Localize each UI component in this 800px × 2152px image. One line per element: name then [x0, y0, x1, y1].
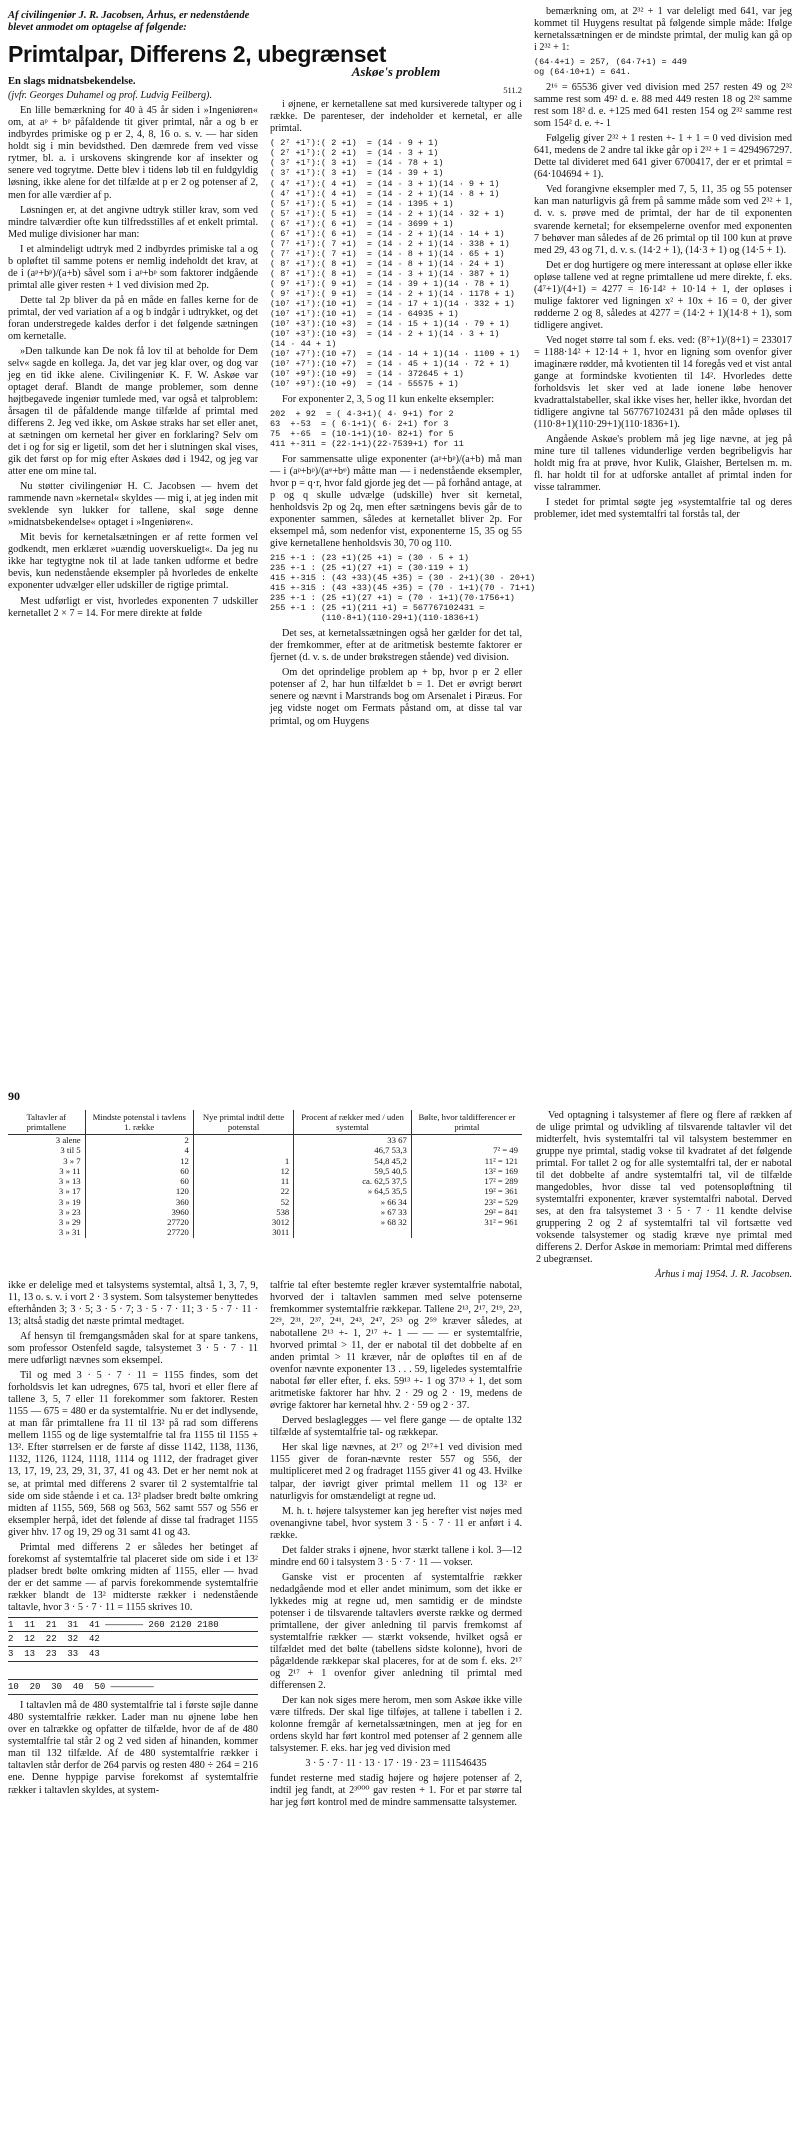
table-cell: 2 [85, 1135, 193, 1146]
table-cell: 1 [193, 1156, 293, 1166]
number-table-row: 3 13 23 33 43 [8, 1646, 258, 1660]
table-cell: 3 » 23 [8, 1207, 85, 1217]
table-cell: 3 » 11 [8, 1166, 85, 1176]
table-cell: 52 [193, 1197, 293, 1207]
table-cell: 60 [85, 1166, 193, 1176]
table-row [8, 1197, 522, 1207]
table-cell: 3011 [193, 1227, 293, 1237]
paragraph: For sammensatte ulige exponenter (aᵖ+bᵖ)/(a+b) må man — i (aᵖ+bᵖ)/(aᵠ+bᵠ) måtte man — i nedenstående eksempler, hvor p = q·r, hvor fald gjorde jeg det — på forhånd antage, at p og q skulle udvælge (udskille) hver sit kernetal, henholdsvis 2p og 2q, men efter sætningens bevis går de to exponenter sammen, således at kernetallet bliver 2p. For eksempel må, som nedenfor vist, exponenterne 15, 35 og 55 give kernetallene henholdsvis 30, 70 og 110. [270, 453, 522, 550]
table-header: Bølte, hvor taldifferencer er primtal [411, 1110, 522, 1135]
table-cell: 19² = 361 [484, 1186, 518, 1197]
paragraph: Dette tal 2p bliver da på en måde en falles kerne for de primtal, der ved variation af a og b indgår i udtrykket, og det foran understregede kaldes derfor i det følgende sætningen om kernetalle. [8, 294, 258, 342]
table-cell [411, 1135, 522, 1146]
table-cell [411, 1227, 522, 1237]
paragraph: talfrie tal efter bestemte regler kræver systemtalfrie nabotal, hvorved der i taltavlen sammen med selve potenserne fremkommer systemtalfrie rækkepar. Tallene 2¹³, 2¹⁷, 2¹⁹, 2²³, 2²⁹, 2³¹, 2³⁷, 2⁴¹, 2⁴³, 2⁴⁷, 2⁵³ og 2⁵⁹ kræver således, at nabotallene 2¹³ +- 1, 2¹⁷ +- 1 — — — er systemtalfrie, hvorved primtal > 11, der er nabotal til det dobbelte af en anden primtal > 11 kræver, når de opløftes til en af de ovenfor nævnte exponenter 13 . . . 59, ligeledes systemtalfrie nabotal før eller efter, f. eks. 59¹³ +- 1 og 37¹³ + 1, det som aritmetiske faktorer har hhv. 2 · 29 og 2 · 19, medens de øvrige faktorer har kernetal hhv. 2 · 59 og 2 · 37. [270, 1280, 522, 1412]
paragraph: bemærkning om, at 2³² + 1 var deleligt med 641, var jeg kommet til Huygens resultat på følgende simple måde: Ifølge kernetalssætningen er de mindste primtal, der mulig kan gå op i 2³² + 1: [534, 6, 792, 54]
table-row [8, 1176, 522, 1186]
table-cell: 27720 [85, 1227, 193, 1237]
paragraph: Der kan nok siges mere herom, men som Askøe ikke ville være tilfreds. Der skal lige tilføjes, at tallene i tabellen i 2. kolonne fremgår af kernetalssætningen, men at jeg for en ordens skyld har ført kontrol med potenser af 2 gennem alle talsystemer. F. eks. har jeg ved division med [270, 1695, 522, 1755]
section-heading: En slags midnatsbekendelse. [8, 75, 136, 87]
classification-number: 511.2 [503, 85, 522, 96]
table-row [8, 1227, 522, 1237]
paragraph: M. h. t. højere talsystemer kan jeg herefter vist nøjes med ovenangivne tabel, hvor system 3 · 5 · 7 · 11 er anført i 4. række. [270, 1505, 522, 1541]
table-cell: 17² = 289 [484, 1176, 518, 1187]
paragraph: I taltavlen må de 480 systemtalfrie tal i første søjle danne 480 systemtalfrie rækker. Lader man nu øjnene løbe hen over en talrække og opfatter de tilfælde, hvor de af de 480 systemtalfrie tal står 2 og 2 ved siden af hinanden, kommer man til 132 tilfælde. Af de 480 systemtalfrie rækker i taltavlen står derfor de 264 parvis og resten 480 ÷ 264 = 216 ene. Denne hyppige parvise forekomst af systemtalfrie rækker i taltavlen skyldes, at system- [8, 1700, 258, 1796]
table-cell: 59,5 40,5 [294, 1166, 412, 1176]
bottom-column-1 [8, 1280, 258, 1800]
table-cell: 12 [193, 1166, 293, 1176]
paragraph: Det er dog hurtigere og mere interessant at opløse eller ikke opløse tallene ved at regne primtallene ud mere direkte, f. eks. (4⁷+1)/(4+1) = 4277 = 16·14² + 10·14 + 1, der opløses i mulige faktorer ved ligningen x² + 10x + 16 = 0, der giver rødderne 2 og 8, således at 4277 = (14·2 + 1)(14·8 + 1), som tidligere angivet. [534, 259, 792, 331]
paragraph: Her skal lige nævnes, at 2¹⁷ og 2¹⁷+1 ved division med 1155 giver de foran-nævnte rester 557 og 556, der multipliceret med 2 og fradraget 1155 giver 41 og 43. Hvilke talpar, der iøvrigt giver primtal mellem 11 og 13² er naturligvis for omstændeligt at regne ud. [270, 1442, 522, 1502]
equation-block: 215 +-1 : (23 +1)(25 +1) = (30 · 5 + 1) 235 +-1 : (25 +1)(27 +1) = (30·119 + 1) 415 +-315 : (43 +33)(45 +35) = (30 · 2+1)(30 · 20+1) 415 +-315 : (43 +33)(45 +35) = (70 · 1+1)(70 · 71+1) 235 +-1 : (25 +1)(27 +1) = (70 · 1+1)(70·1756+1) 255 +-1 : (25 +1)(211 +1) = 567767102431 = (110·8+1)(110·29+1)(110·1836+1) [270, 553, 536, 624]
table-header: Procent af rækker med / uden systemtal [294, 1110, 412, 1135]
formula: 3 · 5 · 7 · 11 · 13 · 17 · 19 · 23 = 111546435 [305, 1758, 487, 1770]
table-cell: 120 [85, 1186, 193, 1196]
article-intro: Af civilingeniør J. R. Jacobsen, Århus, er nedenstående blevet anmodet om optagelse af følgende: [8, 10, 250, 34]
table-header: Nye primtal indtil dette potenstal [193, 1110, 293, 1135]
table-cell: 3 » 17 [8, 1186, 85, 1196]
bottom-section [8, 1110, 792, 2150]
article-subtitle: Askøe's problem [351, 64, 441, 79]
table-row [8, 1156, 522, 1166]
table-cell: 11 [193, 1176, 293, 1186]
table-row [8, 1166, 522, 1176]
paragraph: I et almindeligt udtryk med 2 indbyrdes primiske tal a og b opløftet til samme potens er nemlig indeholdt det krav, at de i (aᵖ+bᵖ)/(a+b) såvel som i aᵖ+bᵖ som faktorer indgående primtal alle giver resten + 1 ved division med 2p. [8, 243, 258, 291]
table-cell: 3 alene [8, 1135, 85, 1146]
equation-block: (64·4+1) = 257, (64·7+1) = 449 og (64·10+1) = 641. [534, 57, 688, 78]
table-cell: 22 [193, 1186, 293, 1196]
table-row [8, 1145, 522, 1155]
paragraph: Til og med 3 · 5 · 7 · 11 = 1155 findes, som det forholdsvis let kan udregnes, 675 tal, hvori et eller flere af tallene 3, 5, 7 eller 11 forekommer som faktorer. Resten 1155 — 675 = 480 er da systemtalfrie. Nu er det indlysende, at man får primtallene fra 11 til 13² på rad som differens mellem 1155 og de lige systemtalfrie tal fra 1155 til 1155 + 13². Efter størrelsen er de første af disse 1142, 1138, 1136, 1132, 1126, 1124, 1118, 1114 og 1112, der fradraget giver 13, 17, 19, 23, 29, 31, 37, 41 og 43. Det er her nemt nok at se, at primtal med differens 2 svarer til 2 systemtalfrie tal side om side stående i et ca. 13² pladser bredt bølte omkring midten af 1155, 569, 568 og 563, 562 samt 557 og 556 er eksempler herpå, idet det følende af disse tal fradraget 1155 giver hhv. 17 og 19, 29 og 31 samt 41 og 43. [8, 1370, 258, 1538]
table-cell: 31² = 961 [484, 1217, 518, 1228]
table-header: Mindste potenstal i tavlens 1. række [85, 1110, 193, 1135]
paragraph: Følgelig giver 2³² + 1 resten +- 1 + 1 = 0 ved division med 641, medens de 2 andre tal ikke går op i 2³² + 1 = 4294967297. Dette tal divideret med 641 giver 6700417, der er et primtal = (64·104694 + 1). [534, 133, 792, 181]
paragraph: Løsningen er, at det angivne udtryk stiller krav, som ved mindre talværdier ofte kun tilfredsstilles af et enkelt primtal. Med mulige divisioner har man: [8, 204, 258, 240]
paragraph: Ved optagning i talsystemer af flere og flere af rækken af de ulige primtal og udvikling af tilsvarende taltavler vil det midterfelt, hvis systemtalfri tal vil talsystem bestemmer en gruppe nye primtal, stadig vokse til kvadratet af det følgende primtal. For tallet 2 og for alle systemtalfri tal, der er nabotal til det dobbelte af andre systemtalfri tal, vil de tilfælde mangedobles, hvor disse tal ved potensopløftning til systemtalfri exponenter, kræver systemtalfri nabotal. Derved ses, at den fra talsystemet 3 · 5 · 7 · 11 kendte delvise gruppering 2 og 2 af systemtalfri tal vil fortsætte ved voksende talsystemer og stadig kræve nye primtal med differens 2. Derfor Askøe in memoriam: Primtal med differens 2 ubegrænset. [536, 1110, 792, 1266]
paragraph: Ved noget større tal som f. eks. ved: (8⁷+1)/(8+1) = 233017 = 1188·14² + 12·14 + 1, hvor en ligning som ovenfor giver imaginære rødder, må kvotienten til 14 foregås ved et vist antal gange at formindske kvotienten til 14². Hvorledes dette forholdsvis let sker ved at lade ionene løbe henover kvadrattalstabeller, skal ikke vises her, heller ikke, hvordan det tidligere angivne tal 567767102431 på den måde opløses til (110·8+1)(110·29+1)(110·1836+1). [534, 334, 792, 430]
signoff: Århus i maj 1954. J. R. Jacobsen. [655, 1269, 792, 1281]
table-row [8, 1186, 522, 1196]
table-cell: 3 » 29 [8, 1217, 85, 1227]
paragraph: Ganske vist er procenten af systemtalfrie rækker nedadgående mod et eller andet minimum, som det ikke er lykkedes mig at regne ud, men samtidig er de mindste potenser i de tilsvarende taltavlers øverste række og dermed primtallene, der giver anledning til parvis fremkomst af systemtalfrie rækker — stærkt voksende, hvilket også er tilfældet med det bølte (tabellens sidste kolonne), hvori de pågældende rækkepar skal placeres, for at de som f. eks. 2¹⁷ og 2¹⁷ + 1 ovenfor giver anledning til primtal med differensen 2. [270, 1571, 522, 1691]
table-cell: 3 » 7 [8, 1156, 85, 1166]
top-section [8, 6, 792, 1103]
paragraph: I stedet for primtal søgte jeg »systemtalfrie tal og deres problemer, idet med systemtalfri tal forstås tal, der [534, 497, 792, 521]
page-number: 90 [8, 1088, 20, 1103]
table-cell: 538 [193, 1207, 293, 1217]
paragraph: Mit bevis for kernetalsætningen er af rette formen vel godkendt, men erklæret »uændig uoverskueligt«. Da jeg nu ikke har tegtygtne nok til at lade tanken udforme et bedre bevis, kun nedenstående eksempler på hvorledes de enkelte exponenter udvælger eller udskiller de rigtige primtal. [8, 532, 258, 592]
paragraph: Nu støtter civilingeniør H. C. Jacobsen — hvem det rammende navn »kernetal« skyldes — mig i, at jeg inden mit sveklende syn lukker for tallene, skal søge denne »midnatsbekendelse« optaget i »Ingeniøren«. [8, 481, 258, 529]
table-row [8, 1135, 522, 1146]
table-cell: 33 67 [294, 1135, 412, 1146]
table-cell: 29² = 841 [484, 1206, 518, 1217]
table-wrapper [8, 1110, 522, 1246]
paragraph: Det ses, at kernetalssætningen også her gælder for det tal, der fremkommer, efter at de aritmetisk bestemte faktorer er fjernet (d. v. s. de under brøkstregen stående) ved division. [270, 628, 522, 664]
table-cell: 3 til 5 [8, 1145, 85, 1155]
paragraph: Primtal med differens 2 er således her betinget af forekomst af systemtalfrie tal placeret side om side i et 13² pladser bredt bølte omkring midten af 1155, eller — hvad der er det samme — af parvis forekommende systemtalfrie rækker blandt de 13² midterste rækker i nedenstående taltavle, hvor 3 · 5 · 7 · 11 = 1155 skrives 10. [8, 1541, 258, 1613]
number-table-row: 2 12 22 32 42 [8, 1631, 258, 1645]
article-title: Primtalpar, Differens 2, ubegrænset [8, 40, 387, 67]
table-row [8, 1217, 522, 1227]
section-note: (jvfr. Georges Duhamel og prof. Ludvig Feilberg). [8, 90, 213, 102]
paragraph: Det falder straks i øjnene, hvor stærkt tallene i kol. 3—12 mindre end 60 i talsystem 3 · 5 · 7 · 11 — vokser. [270, 1544, 522, 1568]
table-cell: 360 [85, 1197, 193, 1207]
table-cell: » 68 32 [294, 1217, 412, 1227]
table-cell [193, 1135, 293, 1146]
table-cell: 3012 [193, 1217, 293, 1227]
paragraph: 2¹⁶ = 65536 giver ved division med 257 resten 49 og 2³² samme rest som 49² d. e. 88 med 449 resten 18 og 2³² samme rest som 18² d. e. +125 med 641 resten 154 og 2³² samme rest som 154² d. e. +- 1 [534, 82, 792, 130]
paragraph: »Den talkunde kan De nok få lov til at beholde for Dem selv« sagde en kollega. Ja, det var jeg klar over, og dog var jeg en tid ikke alene. Civilingeniør K. F. W. Askøe var optaget deraf. Blandt de mange problemer, som denne højtbegavede ingeniør tumlede med, var også et talproblem: årsagen til de påfaldende mange tilfælde af primtal med differens 2. Jeg ved ikke, om Askøe straks har set eller anet, at sætningen om kernetal her giver en forklaring? Selv om det i og for sig er ligetil, som det her i slutningen skal vises, gik det først op for mig efter Askøes død i 1942, og jeg var atter ene om mine tal. [8, 345, 258, 478]
table-cell: 3 » 31 [8, 1227, 85, 1237]
paragraph: Om det oprindelige problem ap + bp, hvor p er 2 eller potenser af 2, har hun tilfældet b = 1. Det er øvrigt berørt senere og nævnt i Marstrands bog om Arsenalet i Piræus. For jeg vidste noget om Fermats påstand om, at disse tal var primtal, og om Huygens [270, 667, 522, 727]
column-2 [270, 6, 536, 731]
table-header: Taltavler af primtallene [8, 1110, 85, 1135]
number-table-row: 1 11 21 31 41 ——————— 260 2120 2180 [8, 1617, 258, 1631]
paragraph: i øjnene, er kernetallene sat med kursiverede taltyper og i række. De parenteser, der indeholder et kernetal, er alle primtal. [270, 99, 522, 135]
table-cell: 4 [85, 1145, 193, 1155]
paragraph: fundet resterne med stadig højere og højere potenser af 2, indtil jeg fandt, at 2³⁰⁰⁰ gav resten + 1. For et par større tal har jeg ført kontrol med de mindre sammensatte talsystemer. [270, 1773, 522, 1809]
paragraph: Ved forangivne eksempler med 7, 5, 11, 35 og 55 potenser kan man naturligvis gå frem på samme måde som ved 2³² + 1, d. v. s. prøve med de primtal, der har de til exponenten svarende kernetal; for eksempelerne ovenfor med exponenten 7 behøver man således af de 26 primtal op til 100 kun at prøve med 29, 43 og 71, d. v. s. (14·2 + 1), (14·3 + 1) og (14·5 + 1). [534, 184, 792, 256]
table-cell: 54,8 45,2 [294, 1156, 412, 1166]
bottom-column-2 [270, 1280, 522, 1812]
table-cell: 3 » 13 [8, 1176, 85, 1186]
table-cell: 46,7 53,3 [294, 1145, 412, 1155]
table-row [8, 1207, 522, 1217]
paragraph: Angående Askøe's problem må jeg lige nævne, at jeg på mine ture til tallenes vidunderlige verden begribeligvis har holdt mig fra at prøve, hvor Kulik, Glaisher, Bertelsen m. m. fl. har holdt til for at udforske antallet af primtal inden for visse talrammer. [534, 434, 792, 494]
paragraph: ikke er delelige med et talsystems systemtal, altså 1, 3, 7, 9, 11, 13 o. s. v. i vort 2 · 3 system. Som talsystemer benyttedes efterhånden 3; 3 · 5; 3 · 5 · 7; 3 · 5 · 7 · 11; 3 · 5 · 7 · 11 · 13; altså stadig det næste primtal medtaget. [8, 1280, 258, 1328]
table-cell: 3960 [85, 1207, 193, 1217]
paragraph: En lille bemærkning for 40 à 45 år siden i »Ingeniøren« om, at aᵖ + bᵖ påfaldende tit giver primtal, når a og b er indbyrdes primiske og p er 2, 4, 8, 16 o. s. v. — har siden holdt sig i min bevidsthed. Den dæmrede frem ved visse rytmer, bl. a. i urskovens skingrende kor af insekter og senere ved togrytme. Dette blev i tidens løb til en fuldgyldig løsning, ikke alene for det tilfælde at p er 2 og potenser af 2, men for alle værdier af p. [8, 105, 258, 201]
table-cell: » 66 34 [294, 1197, 412, 1207]
paragraph: Af hensyn til fremgangsmåden skal for at spare tankens, som professor Ostenfeld sagde, talsystemet 3 · 5 · 7 · 11 mere udførligt nævnes som eksempel. [8, 1331, 258, 1367]
equation-block: ( 2⁷ +1⁷):( 2 +1) = (14 · 9 + 1) ( 2⁷ +1⁷):( 2 +1) = (14 · 3 + 1) ( 3⁷ +1⁷):( 3 +1) = (14 · 78 + 1) ( 3⁷ +1⁷):( 3 +1) = (14 · 39 + 1) ( 4⁷ +1⁷):( 4 +1) = (14 · 3 + 1)(14 · 9 + 1) ( 4⁷ +1⁷):( 4 +1) = (14 · 2 + 1)(14 · 8 + 1) ( 5⁷ +1⁷):( 5 +1) = (14 · 1395 + 1) ( 5⁷ +1⁷):( 5 +1) = (14 · 2 + 1)(14 · 32 + 1) ( 6⁷ +1⁷):( 6 +1) = (14 · 3699 + 1) ( 6⁷ +1⁷):( 6 +1) = (14 · 2 + 1)(14 · 14 + 1) ( 7⁷ +1⁷):( 7 +1) = (14 · 2 + 1)(14 · 338 + 1) ( 7⁷ +1⁷):( 7 +1) = (14 · 8 + 1)(14 · 65 + 1) ( 8⁷ +1⁷):( 8 +1) = (14 · 8 + 1)(14 · 24 + 1) ( 8⁷ +1⁷):( 8 +1) = (14 · 3 + 1)(14 · 387 + 1) ( 9⁷ +1⁷):( 9 +1) = (14 · 39 + 1)(14 · 78 + 1) ( 9⁷ +1⁷):( 9 +1) = (14 · 2 + 1)(14 · 1178 + 1) (10⁷ +1⁷):(10 +1) = (14 · 17 + 1)(14 · 332 + 1) (10⁷ +1⁷):(10 +1) = (14 · 64935 + 1) (10⁷ +3⁷):(10 +3) = (14 · 15 + 1)(14 · 79 + 1) (10⁷ +3⁷):(10 +3) = (14 · 2 + 1)(14 · 3 + 1) (14 · 44 + 1) (10⁷ +7⁷):(10 +7) = (14 · 14 + 1)(14 · 1109 + 1) (10⁷ +7⁷):(10 +7) = (14 · 45 + 1)(14 · 72 + 1) (10⁷ +9⁷):(10 +9) = (14 · 372645 + 1) (10⁷ +9⁷):(10 +9) = (14 · 55575 + 1) [270, 138, 520, 389]
table-cell: 60 [85, 1176, 193, 1186]
table-cell: » 64,5 35,5 [294, 1186, 412, 1196]
table-cell: 7² = 49 [493, 1145, 518, 1156]
table-cell: 3 » 19 [8, 1197, 85, 1207]
table-cell: » 67 33 [294, 1207, 412, 1217]
equation-block: 202 + 92 = ( 4·3+1)( 4· 9+1) for 2 63 +-53 = ( 6·1+1)( 6· 2+1) for 3 75 +-65 = (10·1+1)(10· 82+1) for 5 411 +-311 = (22·1+1)(22·7539+1) for 11 [270, 408, 464, 449]
table-cell: 12 [85, 1156, 193, 1166]
table-cell: 23² = 529 [484, 1196, 518, 1207]
table-cell [294, 1227, 412, 1237]
table-cell [193, 1145, 293, 1155]
column-3 [534, 6, 792, 524]
table-cell: 11² = 121 [484, 1155, 518, 1166]
paragraph: Derved beslaglegges — vel flere gange — de optalte 132 tilfælde af systemtalfrie tal- og rækkepar. [270, 1415, 522, 1439]
number-table-row [8, 1661, 258, 1678]
table-cell: ca. 62,5 37,5 [294, 1176, 412, 1186]
prime-table [8, 1110, 522, 1238]
bottom-column-3 [536, 1110, 792, 1284]
number-table-row: 10 20 30 40 50 ———————— [8, 1679, 258, 1696]
table-cell: 27720 [85, 1217, 193, 1227]
table-header-row [8, 1110, 522, 1135]
paragraph: Mest udførligt er vist, hvorledes exponenten 7 udskiller kernetallet 2 × 7 = 14. For mere direkte at følde [8, 595, 258, 619]
paragraph: For exponenter 2, 3, 5 og 11 kun enkelte eksempler: [282, 393, 495, 405]
table-cell: 13² = 169 [484, 1165, 518, 1176]
